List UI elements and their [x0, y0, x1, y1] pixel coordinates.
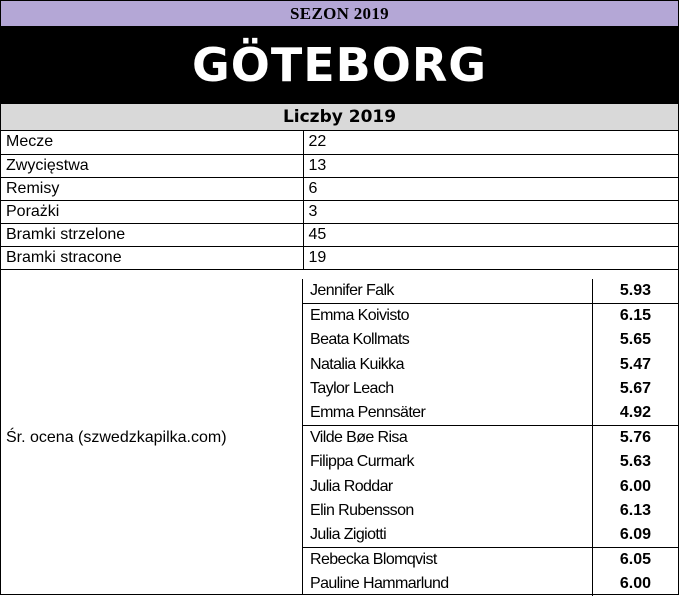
player-score: 5.65	[619, 331, 651, 349]
stat-value: 45	[303, 223, 678, 246]
stat-label: Porażki	[1, 200, 303, 223]
player-score: 6.00	[619, 477, 651, 495]
player-name: Emma Koivisto	[303, 304, 593, 328]
stat-value: 3	[303, 200, 678, 223]
stat-row	[1, 200, 678, 223]
stat-row	[1, 154, 678, 177]
player-row	[303, 475, 678, 499]
stat-row	[1, 131, 678, 154]
player-score: 5.93	[619, 282, 651, 299]
player-row	[303, 426, 678, 450]
player-row	[303, 450, 678, 474]
stat-row	[1, 246, 678, 269]
player-group	[303, 426, 678, 548]
player-score: 6.09	[619, 525, 651, 543]
player-name: Julia Zigiotti	[303, 523, 593, 547]
player-row	[303, 401, 678, 425]
player-name: Jennifer Falk	[303, 279, 593, 303]
stats-table	[1, 131, 678, 270]
player-ratings	[303, 279, 678, 596]
player-score: 5.76	[619, 429, 651, 447]
stat-label: Zwycięstwa	[1, 154, 303, 177]
stat-label: Bramki strzelone	[1, 223, 303, 246]
rating-label: Śr. ocena (szwedzkapilka.com)	[1, 279, 303, 594]
player-row	[303, 377, 678, 401]
player-name: Filippa Curmark	[303, 450, 593, 474]
season-header: SEZON 2019	[1, 1, 678, 27]
player-name: Emma Pennsäter	[303, 401, 593, 425]
player-name: Vilde Bøe Risa	[303, 426, 593, 450]
player-name: Rebecka Blomqvist	[303, 548, 593, 572]
stat-label: Bramki stracone	[1, 246, 303, 269]
player-name: Beata Kollmats	[303, 328, 593, 352]
player-group	[303, 304, 678, 426]
player-score: 4.92	[619, 403, 651, 421]
player-row	[303, 548, 678, 572]
rating-section	[1, 279, 678, 594]
player-row	[303, 304, 678, 328]
player-row	[303, 279, 678, 303]
player-row	[303, 572, 678, 596]
stat-value: 13	[303, 154, 678, 177]
stat-row	[1, 223, 678, 246]
player-group	[303, 548, 678, 596]
player-name: Pauline Hammarlund	[303, 572, 593, 596]
player-score: 5.47	[619, 355, 651, 373]
player-name: Taylor Leach	[303, 377, 593, 401]
player-row	[303, 523, 678, 547]
club-title: GÖTEBORG	[1, 27, 678, 103]
stat-value: 22	[303, 131, 678, 154]
player-score: 6.00	[619, 575, 651, 593]
player-score: 6.13	[619, 501, 651, 519]
player-group	[303, 279, 678, 304]
player-row	[303, 328, 678, 352]
player-score: 5.67	[619, 379, 651, 397]
section-title: Liczby 2019	[1, 103, 678, 131]
player-name: Julia Roddar	[303, 475, 593, 499]
player-score: 6.15	[619, 307, 651, 325]
player-row	[303, 353, 678, 377]
player-score: 5.63	[619, 453, 651, 471]
stat-label: Mecze	[1, 131, 303, 154]
player-score: 6.05	[619, 551, 651, 569]
player-row	[303, 499, 678, 523]
player-name: Elin Rubensson	[303, 499, 593, 523]
stat-value: 6	[303, 177, 678, 200]
player-name: Natalia Kuikka	[303, 353, 593, 377]
stat-row	[1, 177, 678, 200]
stat-label: Remisy	[1, 177, 303, 200]
stat-value: 19	[303, 246, 678, 269]
